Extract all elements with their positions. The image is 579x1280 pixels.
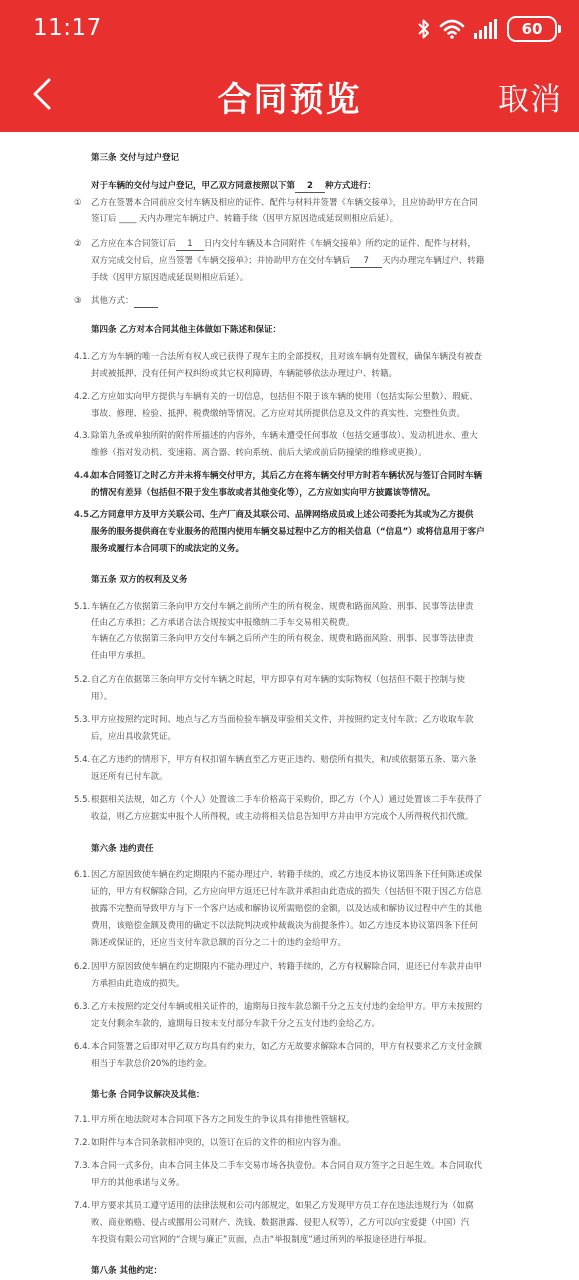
clause-line: 证的，甲方有权解除合同，乙方应向甲方返还已付车款并承担由此造成的损失（包括但不限于因乙方信息 (91, 887, 483, 897)
nav-bar (0, 58, 579, 132)
clause-line: 乙方在签署本合同前应交付车辆及相应的证件、配件与材料并签署《车辆交接单》，且应协助甲方在合同 (91, 198, 478, 208)
clause-line: 后，应出具收款凭证。 (91, 732, 177, 742)
clause-line: 返还所有已付车款。 (91, 772, 168, 782)
app-header (0, 0, 579, 132)
clause-line: 任由乙方承担；乙方承诺合法合规按实申报缴纳二手车交易相关税费。 (91, 618, 355, 628)
clause-line: 自乙方在依据第三条向甲方交付车辆之时起，甲方即享有对车辆的实际物权（包括但不限于控制与使 (91, 675, 466, 685)
clause-line: 方承担由此造成的损失。 (91, 979, 185, 989)
clause-line: 披露不完整而导致甲方与下一个客户达成和解协议所需赔偿的金额，以及达成和解协议过程中产生的其他 (91, 904, 483, 914)
clause-line: 如附件与本合同条款相冲突的，以签订在后的文件的相应内容为准。 (91, 1138, 347, 1148)
clause-line: 相当于车款总价20%的违约金。 (91, 1059, 212, 1069)
clause-line: 的情况有差异（包括但不限于发生事故或者其他变化等），乙方应如实向甲方披露该等情况。 (91, 488, 436, 498)
clause-number: 7.1. (74, 1115, 91, 1125)
clause-line: 用）。 (91, 692, 113, 702)
clause-line: 手续（因甲方原因造成延误则相应后延）。 (91, 273, 249, 283)
option-number-field: 2 (295, 181, 325, 193)
clause-number: 6.4. (74, 1042, 91, 1052)
clause-line: 陈述或保证的，还应当支付车款总额的百分之二十的违约金给甲方。 (91, 938, 347, 948)
clause-number: 5.4. (74, 755, 91, 765)
status-icons (417, 14, 557, 44)
clause-line: 任由甲方承担。 (91, 651, 151, 661)
clause-line: 如本合同签订之时乙方并未将车辆交付甲方，其后乙方在将车辆交付甲方时若车辆状况与签订合同时车辆 (91, 471, 483, 481)
clause-line: 双方完成交付后，应当签署《车辆交接单》；并协助甲方在交付车辆后 7 天内办理完车辆过户、转籍 (91, 256, 485, 266)
clause-line: 其他方式： (91, 296, 158, 308)
clause-line: 甲方要求其员工遵守适用的法律法规和公司内部规定，如果乙方发现甲方员工存在违法违规行为（如腐 (91, 1201, 474, 1211)
clause-number: 5.3. (74, 715, 91, 725)
clause-number: 4.5. (74, 510, 93, 520)
delivery-days-field: 1 (176, 239, 204, 251)
wifi-icon (439, 18, 465, 40)
clause-line: 乙方应在本合同签订后 1 日内交付车辆及本合同附件《车辆交接单》所约定的证件、配件与材料， (91, 239, 477, 249)
clause-number: 6.2. (74, 962, 91, 972)
clause-line: 本合同签署之后即对甲乙双方均具有约束力，如乙方无故要求解除本合同的，甲方有权要求乙方支付金额 (91, 1042, 483, 1052)
clause-line: 根据相关法规，如乙方（个人）处置该二手车价格高于采购价，即乙方（个人）通过处置该二手车获得了 (91, 795, 483, 805)
clause-line: 除第九条或单独所附的附件所描述的内容外，车辆未遭受任何事故（包括交通事故）、发动机进水、重大 (91, 431, 478, 441)
transfer-days-field: 7 (350, 256, 382, 268)
bluetooth-icon (417, 18, 431, 40)
clause-number: 6.1. (74, 870, 91, 880)
clause-number: 5.5. (74, 795, 91, 805)
clause-line: 服务的服务提供商在专业服务的范围内使用车辆交易过程中乙方的相关信息（“信息”）或将信息用于客户 (91, 527, 485, 537)
clause-line: 甲方的其他承诺与义务。 (91, 1178, 185, 1188)
clause-line: 乙方为车辆的唯一合法所有权人或已获得了现车主的全部授权，且对该车辆有处置权，确保车辆没有被查 (91, 352, 483, 362)
section-title: 第六条 违约责任 (91, 844, 154, 854)
clause-line: 乙方同意甲方及甲方关联公司、生产厂商及其联公司、品牌网络成员或上述公司委托为其或为乙方提供 (91, 510, 474, 520)
clause-line: 定支付剩余车款的，逾期每日按未支付部分车款千分之五支付违约金给乙方。 (91, 1019, 381, 1029)
cancel-button[interactable]: 取消 (498, 82, 562, 118)
clause-line: 甲方应按照约定时间、地点与乙方当面检验车辆及审验相关文件，并按照约定支付车款；乙方收取车款 (91, 715, 474, 725)
signal-icon (473, 18, 499, 40)
section-title: 第七条 合同争议解决及其他： (91, 1090, 205, 1100)
clause-line: 因甲方原因致使车辆在约定期限内不能办理过户、转籍手续的，乙方有权解除合同，退还已付车款并由甲 (91, 962, 483, 972)
clause-line: 对于车辆的交付与过户登记，甲乙双方同意按照以下第 2 种方式进行： (91, 181, 377, 191)
clause-number: 4.2. (74, 392, 91, 402)
other-method-field (134, 296, 158, 308)
clause-number: 5.1. (74, 602, 91, 612)
section-title: 第三条 交付与过户登记 (91, 153, 179, 163)
section-title: 第五条 双方的权利及义务 (91, 575, 188, 585)
clause-line: 车辆在乙方依据第三条向甲方交付车辆之前所产生的所有税金、规费和路面风险、刑事、民事等法律责 (91, 602, 474, 612)
clause-number: 7.4. (74, 1201, 91, 1211)
clause-number: 4.3. (74, 431, 91, 441)
battery-icon (507, 16, 557, 42)
clause-line: 车辆在乙方依据第三条向甲方交付车辆之后所产生的所有税金、规费和路面风险、刑事、民事等法律责 (91, 634, 474, 644)
clause-line: 乙方未按照约定交付车辆或相关证件的，逾期每日按车款总额千分之五支付违约金给甲方。甲方未按照约 (91, 1002, 483, 1012)
clause-line: 本合同一式多份，由本合同主体及二手车交易市场各执壹份。本合同自双方签字之日起生效。本合同取代 (91, 1161, 483, 1171)
section-title: 第四条 乙方对本合同其他主体做如下陈述和保证： (91, 325, 281, 335)
section-title: 第八条 其他约定： (91, 1266, 162, 1276)
clause-line: 服务或履行本合同项下的或法定的义务。 (91, 544, 245, 554)
clause-line: 收益，则乙方应据实申报个人所得税，或主动将相关信息告知甲方并由甲方完成个人所得税代扣代缴。 (91, 812, 474, 822)
option-mark: ② (74, 239, 82, 249)
clause-number: 7.2. (74, 1138, 91, 1148)
clause-line: 乙方应如实向甲方提供与车辆有关的一切信息，包括但不限于该车辆的使用（包括实际公里数）、瑕疵、 (91, 392, 478, 402)
clause-line: 签订后 ____ 天内办理完车辆过户、转籍手续（因甲方原因造成延误则相应后延）。 (91, 214, 399, 224)
clause-number: 4.1. (74, 352, 91, 362)
clause-number: 4.4. (74, 471, 93, 481)
clause-line: 在乙方违约的情形下，甲方有权扣留车辆直至乙方更正违约、赔偿所有损失，和/或依据第五条、第六条 (91, 755, 477, 765)
clause-line: 封或被抵押、没有任何产权纠纷或其它权利障碍，车辆能够依法办理过户、转籍。 (91, 369, 398, 379)
option-mark: ① (74, 198, 82, 208)
option-mark: ③ (74, 296, 82, 306)
clause-line: 车投资有限公司官网的“合规与廉正”页面，点击“举报制度”通过所列的举报途径进行举报。 (91, 1235, 432, 1245)
clause-number: 7.3. (74, 1161, 91, 1171)
clause-line: 费用，该赔偿金额及费用的确定不以法院判决或仲裁裁决为前提条件）。如乙方违反本协议第四条下任何 (91, 921, 478, 931)
status-time: 11:17 (33, 15, 102, 41)
clause-line: 事故、修理、检验、抵押、税费缴纳等情况。乙方应对其所提供信息及文件的真实性、完整性负责。 (91, 409, 466, 419)
battery-level: 60 (521, 20, 543, 38)
clause-line: 因乙方原因致使车辆在约定期限内不能办理过户、转籍手续的，或乙方违反本协议第四条下任何陈述或保 (91, 870, 483, 880)
clause-number: 5.2. (74, 675, 91, 685)
status-bar (0, 0, 579, 58)
clause-line: 败、商业贿赂、侵占或挪用公司财产、洗钱、数据泄露、侵犯人权等），乙方可以向宝爱捷（中国）汽 (91, 1218, 470, 1228)
contract-document[interactable] (0, 132, 579, 1280)
page-title: 合同预览 (217, 80, 362, 120)
clause-number: 6.3. (74, 1002, 91, 1012)
clause-line: 甲方所在地法院对本合同项下各方之间发生的争议具有排他性管辖权。 (91, 1115, 355, 1125)
clause-line: 维修（指对发动机、变速箱、离合器、转向系统、前后大梁或前后防撞梁的维修或更换）。 (91, 448, 427, 458)
